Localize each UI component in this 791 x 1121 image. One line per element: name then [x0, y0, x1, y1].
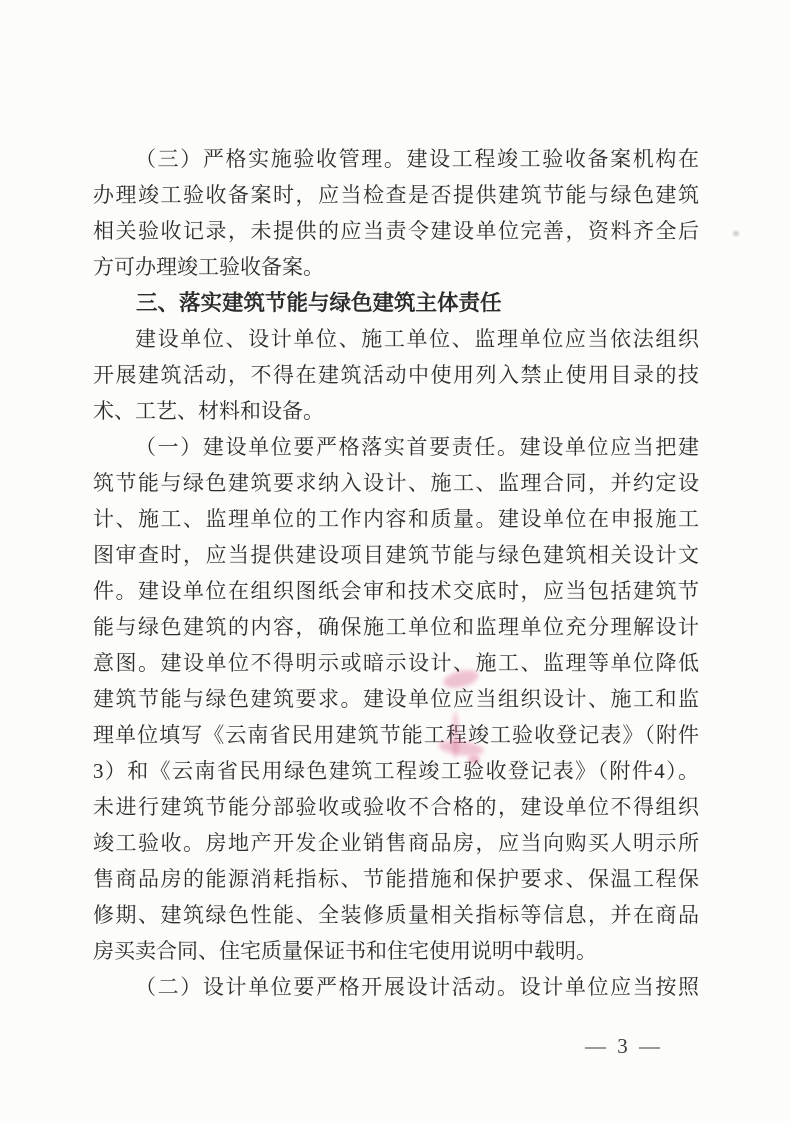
text-line: 房买卖合同、住宅质量保证书和住宅使用说明中载明。	[93, 939, 597, 963]
text-line: 三、落实建筑节能与绿色建筑主体责任	[136, 291, 502, 315]
text-line: 售商品房的能源消耗指标、节能措施和保护要求、保温工程保	[93, 867, 699, 891]
text-line: （二）设计单位要严格开展设计活动。设计单位应当按照	[135, 975, 699, 999]
text-line: 术、工艺、材料和设备。	[93, 399, 324, 423]
text-line: （三）严格实施验收管理。建设工程竣工验收备案机构在	[135, 147, 699, 171]
text-line: 开展建筑活动，不得在建筑活动中使用列入禁止使用目录的技	[93, 363, 699, 387]
text-line: 意图。建设单位不得明示或暗示设计、施工、监理等单位降低	[93, 651, 699, 675]
text-line: （一）建设单位要严格落实首要责任。建设单位应当把建	[135, 435, 699, 459]
text-line: 图审查时，应当提供建设项目建筑节能与绿色建筑相关设计文	[93, 543, 699, 567]
text-line: 方可办理竣工验收备案。	[93, 255, 324, 279]
text-line: 计、施工、监理单位的工作内容和质量。建设单位在申报施工	[93, 507, 699, 531]
text-line: 3）和《云南省民用绿色建筑工程竣工验收登记表》（附件4）。	[93, 759, 699, 783]
text-line: 建设单位、设计单位、施工单位、监理单位应当依法组织	[135, 327, 699, 351]
document-body	[93, 141, 699, 1005]
text-line: 能与绿色建筑的内容，确保施工单位和监理单位充分理解设计	[93, 615, 699, 639]
text-line: 相关验收记录，未提供的应当责令建设单位完善，资料齐全后	[93, 219, 699, 243]
text-line: 修期、建筑绿色性能、全装修质量相关指标等信息，并在商品	[93, 903, 699, 927]
text-line: 建筑节能与绿色建筑要求。建设单位应当组织设计、施工和监	[93, 687, 699, 711]
text-line: 件。建设单位在组织图纸会审和技术交底时，应当包括建筑节	[93, 579, 699, 603]
text-line: 办理竣工验收备案时，应当检查是否提供建筑节能与绿色建筑	[93, 183, 699, 207]
text-line: 竣工验收。房地产开发企业销售商品房，应当向购买人明示所	[93, 831, 699, 855]
scan-speck	[733, 231, 739, 236]
page-number: — 3 —	[585, 1034, 663, 1058]
text-line: 理单位填写《云南省民用建筑节能工程竣工验收登记表》（附件	[93, 723, 699, 747]
text-line: 筑节能与绿色建筑要求纳入设计、施工、监理合同，并约定设	[93, 471, 699, 495]
text-line: 未进行建筑节能分部验收或验收不合格的，建设单位不得组织	[93, 795, 699, 819]
